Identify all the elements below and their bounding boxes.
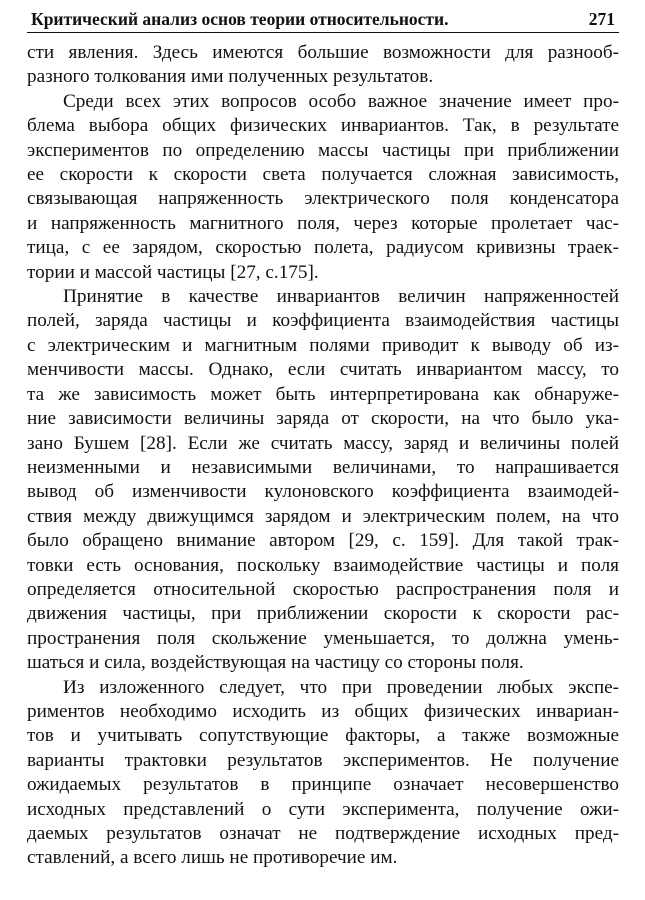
page-number: 271 <box>588 9 615 29</box>
text-line: было обращено внимание автором [29, с. 159]. Для такой трак- <box>27 530 619 552</box>
text-line: товки есть основания, поскольку взаимодействие частицы и поля <box>27 554 619 576</box>
paragraph <box>27 90 619 285</box>
text-line: менчивости массы. Однако, если считать инвариантом массу, то <box>27 359 619 381</box>
text-line: Из изложенного следует, что при проведении любых экспе- <box>63 676 619 698</box>
text-line: варианты трактовки результатов экспериментов. Не получение <box>27 749 619 771</box>
text-line: движения частицы, при приближении скорости к скорости рас- <box>27 603 619 625</box>
text-line: ожидаемых результатов в принципе означает несовершенство <box>27 774 619 796</box>
running-header-title: Критический анализ основ теории относительности. <box>31 9 449 29</box>
text-line: вывод об изменчивости кулоновского коэффициента взаимодей- <box>27 481 619 503</box>
text-line: связывающая напряженность электрического поля конденсатора <box>27 188 619 210</box>
text-line: та же зависимость может быть интерпретирована как обнаруже- <box>27 383 619 405</box>
paragraph <box>27 41 619 90</box>
text-line: ставлений, а всего лишь не противоречие им. <box>27 847 398 869</box>
text-line: неизменными и независимыми величинами, то напрашивается <box>27 456 619 478</box>
book-page <box>27 8 619 871</box>
paragraph <box>27 676 619 871</box>
text-line: разного толкования ими полученных результатов. <box>27 66 434 88</box>
text-line: и напряженность магнитного поля, через которые пролетает час- <box>27 212 619 234</box>
text-line: зано Бушем [28]. Если же считать массу, заряд и величины полей <box>27 432 619 454</box>
running-header <box>27 8 619 33</box>
text-line: экспериментов по определению массы частицы при приближении <box>27 139 619 161</box>
text-line: определяется относительной скоростью распространения поля и <box>27 578 619 600</box>
text-line: блема выбора общих физических инвариантов. Так, в результате <box>27 115 619 137</box>
text-line: пространения поля скольжение уменьшается, то должна умень- <box>27 627 619 649</box>
text-line: сти явления. Здесь имеются большие возможности для разнооб- <box>27 42 619 63</box>
body-text <box>27 41 619 871</box>
text-line: Принятие в качестве инвариантов величин напряженностей <box>63 286 619 308</box>
text-line: риментов необходимо исходить из общих физических инвариан- <box>27 700 619 722</box>
text-line: с электрическим и магнитным полями приводит к выводу об из- <box>27 334 619 356</box>
text-line: Среди всех этих вопросов особо важное значение имеет про- <box>63 90 619 112</box>
text-line: тов и учитывать сопутствующие факторы, а также возможные <box>27 725 619 747</box>
text-line: шаться и сила, воздействующая на частицу со стороны поля. <box>27 652 524 674</box>
text-line: ее скорости к скорости света получается сложная зависимость, <box>27 164 619 186</box>
paragraph <box>27 285 619 676</box>
text-line: ние зависимости величины заряда от скорости, на что было ука- <box>27 408 619 430</box>
text-line: тории и массой частицы [27, с.175]. <box>27 261 319 283</box>
text-line: тица, с ее зарядом, скоростью полета, радиусом кривизны траек- <box>27 237 619 259</box>
text-line: полей, заряда частицы и коэффициента взаимодействия частицы <box>27 310 619 332</box>
text-line: даемых результатов означат не подтверждение исходных пред- <box>27 823 619 844</box>
text-line: ствия между движущимся зарядом и электрическим полем, на что <box>27 505 619 527</box>
text-line: исходных представлений о сути эксперимента, получение ожи- <box>27 798 619 820</box>
